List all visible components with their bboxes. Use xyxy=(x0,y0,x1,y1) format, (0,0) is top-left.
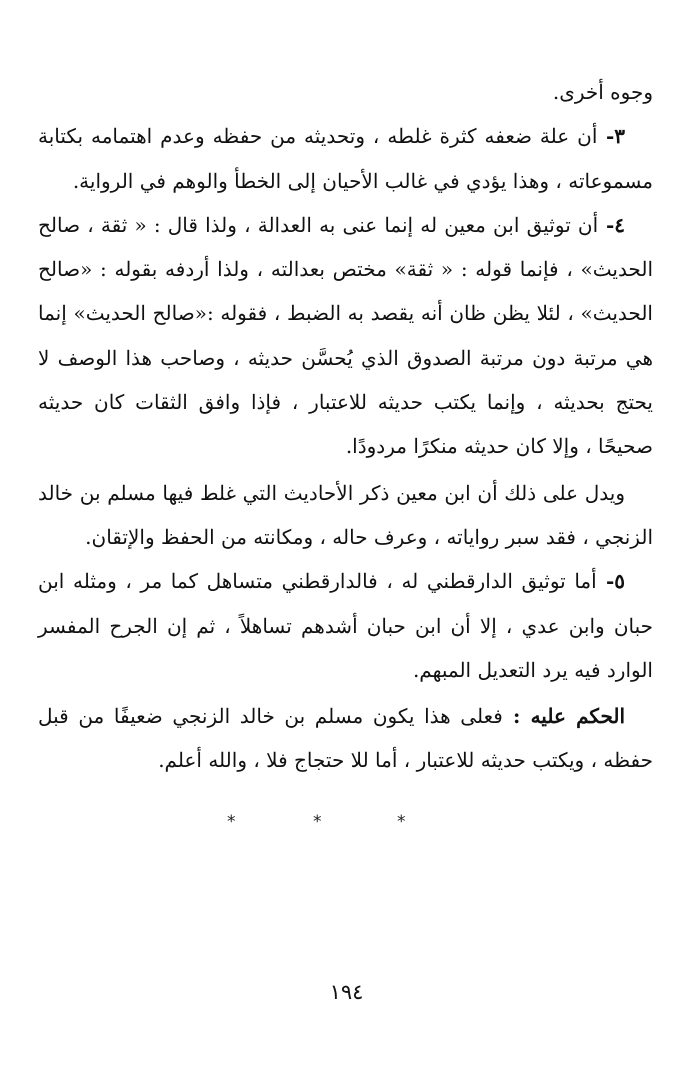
section-separator xyxy=(0,808,693,838)
paragraph-text: فعلى هذا يكون مسلم بن خالد الزنجي ضعيفًا من قبل حفظه ، ويكتب حديثه للاعتبار ، أما للا حتجاج فلا ، والله أعلم. xyxy=(38,704,653,773)
paragraph-point-5 xyxy=(38,559,653,692)
paragraph-verdict xyxy=(38,694,653,783)
paragraph-text: أن علة ضعفه كثرة غلطه ، وتحديثه من حفظه وعدم اهتمامه بكتابة مسموعاته ، وهذا يؤدي في غالب الأحيان إلى الخطأ والوهم في الرواية. xyxy=(38,124,653,193)
paragraph-closing-line xyxy=(38,70,653,114)
page-body xyxy=(38,70,653,783)
separator-star: * xyxy=(227,812,236,832)
paragraph-text: وجوه أخرى. xyxy=(552,80,653,104)
paragraph-text: ويدل على ذلك أن ابن معين ذكر الأحاديث التي غلط فيها مسلم بن خالد الزنجي ، فقد سبر رواياته ، وعرف حاله ، ومكانته من الحفظ والإتقان. xyxy=(38,480,653,549)
paragraph-point-4 xyxy=(38,203,653,469)
separator-star: * xyxy=(313,812,322,832)
verdict-heading: الحكم عليه : xyxy=(502,704,626,729)
paragraph-text: أما توثيق الدارقطني له ، فالدارقطني متساهل كما مر ، ومثله ابن حبان وابن عدي ، إلا أن ابن حبان أشدهم تساهلاً ، ثم إن الجرح المفسر الوارد فيه يرد التعديل المبهم. xyxy=(38,569,653,682)
page-number: ١٩٤ xyxy=(329,980,364,1004)
paragraph-point-3 xyxy=(38,114,653,203)
separator-star: * xyxy=(397,812,406,832)
point-number: ٤- xyxy=(598,212,625,237)
paragraph-evidence xyxy=(38,471,653,560)
point-number: ٥- xyxy=(596,569,625,594)
point-number: ٣- xyxy=(597,124,625,149)
paragraph-text: أن توثيق ابن معين له إنما عنى به العدالة ، ولذا قال : « ثقة ، صالح الحديث» ، فإنما قوله : « ثقة» مختص بعدالته ، ولذا أردفه بقوله : «صالح الحديث» ، لئلا يظن ظان أنه يقصد به الضبط ، فقوله :«صالح الحديث» إنما هي مرتبة دون مرتبة الصدوق الذي يُحسَّن حديثه ، وصاحب هذا الوصف لا يحتج بحديثه ، وإنما يكتب حديثه للاعتبار ، فإذا وافق الثقات كان حديثه صحيحًا ، وإلا كان حديثه منكرًا مردودًا. xyxy=(38,212,653,459)
